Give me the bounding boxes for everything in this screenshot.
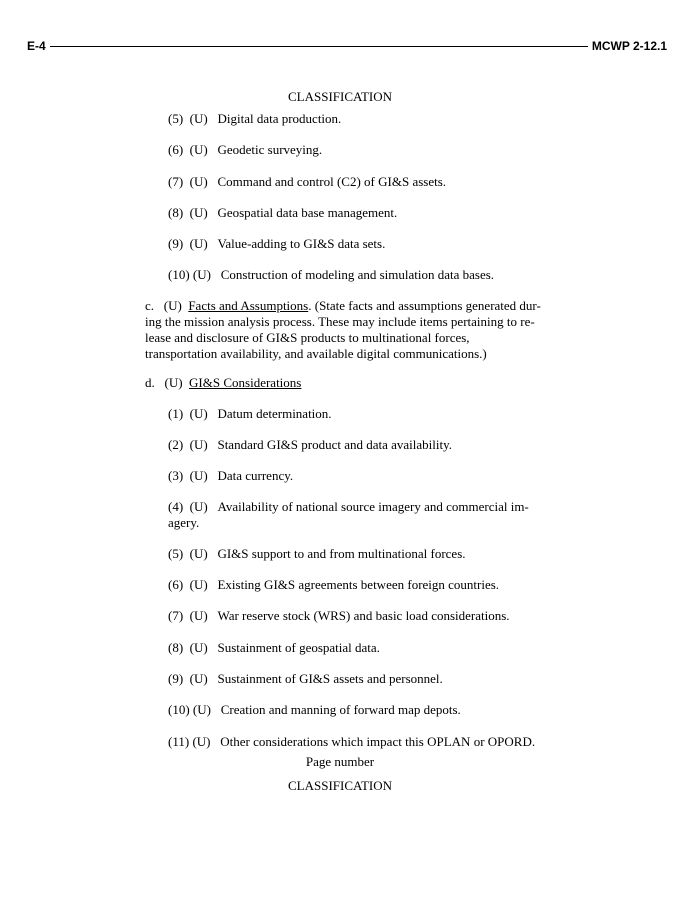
item-text: Sustainment of GI&S assets and personnel.	[217, 671, 443, 686]
item-text: Command and control (C2) of GI&S assets.	[217, 174, 447, 189]
page-header	[27, 38, 667, 56]
list-item	[168, 608, 510, 624]
list-item	[168, 734, 535, 750]
item-text: Datum determination.	[217, 406, 332, 421]
item-classification: (U)	[189, 499, 208, 514]
item-number: (5)	[168, 546, 184, 561]
item-text: Creation and manning of forward map depots.	[220, 702, 461, 717]
item-text: Geospatial data base management.	[217, 205, 398, 220]
list-item	[168, 640, 380, 656]
item-classification: (U)	[189, 546, 208, 561]
paragraph-title: Facts and Assumptions	[188, 298, 309, 313]
list-item	[168, 702, 461, 718]
list-item	[168, 577, 499, 593]
item-number: (9)	[168, 236, 184, 251]
paragraph-c-line: lease and disclosure of GI&S products to multinational forces,	[145, 330, 470, 345]
item-text: Availability of national source imagery and commercial im-	[217, 499, 529, 514]
item-text: War reserve stock (WRS) and basic load considerations.	[217, 608, 510, 623]
item-text: Digital data production.	[217, 111, 342, 126]
paragraph-title: GI&S Considerations	[189, 375, 302, 390]
item-number: (7)	[168, 174, 184, 189]
paragraph-label: c.	[145, 298, 155, 313]
item-text: Standard GI&S product and data availability.	[217, 437, 453, 452]
paragraph-classification: (U)	[164, 375, 183, 390]
list-item	[168, 111, 341, 127]
paragraph-text: . (State facts and assumptions generated dur-	[308, 298, 541, 313]
item-text: Value-adding to GI&S data sets.	[217, 236, 386, 251]
publication-id: MCWP 2-12.1	[588, 38, 667, 54]
paragraph-label: d.	[145, 375, 155, 390]
item-text: Other considerations which impact this OPLAN or OPORD.	[220, 734, 536, 749]
page-id: E-4	[27, 38, 50, 54]
item-number: (8)	[168, 640, 184, 655]
item-number: (6)	[168, 142, 184, 157]
item-text: Data currency.	[217, 468, 294, 483]
item-classification: (U)	[192, 702, 211, 717]
list-item	[168, 142, 322, 158]
paragraph-c-line: transportation availability, and available digital communications.)	[145, 346, 487, 361]
item-number: (6)	[168, 577, 184, 592]
item-classification: (U)	[189, 671, 208, 686]
item-text: Sustainment of geospatial data.	[217, 640, 380, 655]
item-text: Existing GI&S agreements between foreign countries.	[217, 577, 500, 592]
item-classification: (U)	[189, 640, 208, 655]
paragraph-c-line: ing the mission analysis process. These may include items pertaining to re-	[145, 314, 535, 329]
item-text: Construction of modeling and simulation data bases.	[220, 267, 495, 282]
item-number: (4)	[168, 499, 184, 514]
item-classification: (U)	[189, 608, 208, 623]
item-classification: (U)	[192, 734, 211, 749]
item-number: (3)	[168, 468, 184, 483]
item-number: (7)	[168, 608, 184, 623]
classification-bottom: CLASSIFICATION	[287, 778, 392, 793]
list-item	[168, 437, 452, 453]
page-number: Page number	[305, 754, 375, 769]
item-text: Geodetic surveying.	[217, 142, 323, 157]
item-classification: (U)	[189, 437, 208, 452]
list-item-continuation: agery.	[168, 515, 200, 530]
list-item	[168, 671, 443, 687]
list-item	[168, 236, 385, 252]
list-item	[168, 468, 293, 484]
item-number: (1)	[168, 406, 184, 421]
list-item	[168, 174, 446, 190]
list-item	[168, 267, 494, 283]
item-classification: (U)	[189, 111, 208, 126]
list-item	[168, 499, 529, 515]
paragraph-c-line	[145, 298, 541, 314]
paragraph-d-heading	[145, 375, 301, 391]
item-classification: (U)	[189, 205, 208, 220]
list-item	[168, 546, 466, 562]
item-number: (10)	[168, 267, 190, 282]
item-classification: (U)	[189, 577, 208, 592]
item-number: (10)	[168, 702, 190, 717]
item-number: (8)	[168, 205, 184, 220]
item-classification: (U)	[189, 142, 208, 157]
item-classification: (U)	[192, 267, 211, 282]
item-number: (9)	[168, 671, 184, 686]
item-classification: (U)	[189, 174, 208, 189]
item-classification: (U)	[189, 468, 208, 483]
paragraph-classification: (U)	[163, 298, 182, 313]
item-text: GI&S support to and from multinational forces.	[217, 546, 466, 561]
list-item	[168, 205, 397, 221]
list-item	[168, 406, 332, 422]
classification-top: CLASSIFICATION	[287, 89, 392, 104]
item-number: (11)	[168, 734, 190, 749]
item-classification: (U)	[189, 406, 208, 421]
header-rule	[27, 46, 667, 47]
item-classification: (U)	[189, 236, 208, 251]
item-number: (5)	[168, 111, 184, 126]
item-number: (2)	[168, 437, 184, 452]
